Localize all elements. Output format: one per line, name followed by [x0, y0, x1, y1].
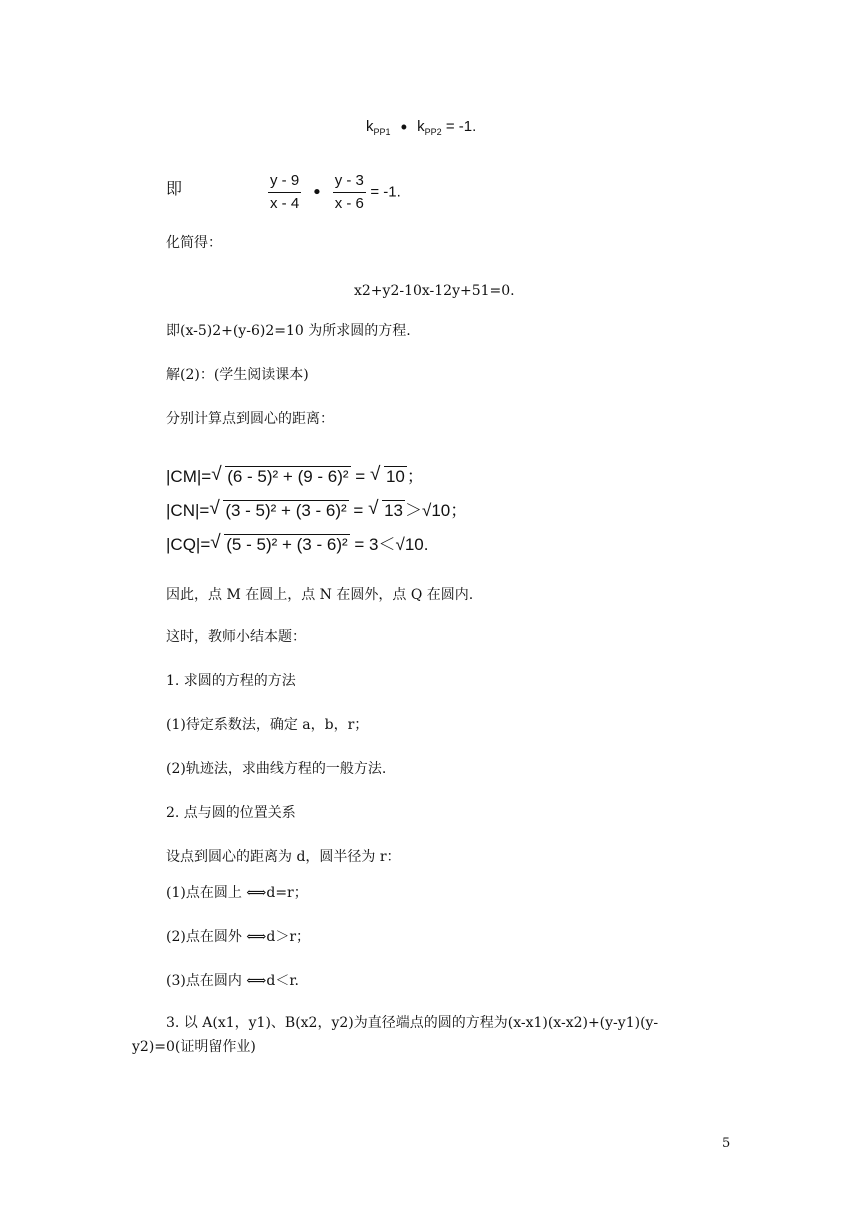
- paragraph-simplify: 化简得：: [166, 235, 222, 251]
- summary-item-2a: (1)点在圆上 ⟺d=r；: [166, 885, 308, 901]
- radicand: (6 - 5)² + (9 - 6)²: [227, 467, 349, 486]
- equals: =: [350, 467, 370, 486]
- paragraph-standard-form: 即(x-5)2+(y-6)2=10 为所求圆的方程.: [166, 323, 411, 339]
- fraction-1-denominator: x - 4: [270, 195, 300, 212]
- paragraph-distance: 分别计算点到圆心的距离：: [166, 411, 334, 427]
- fraction-2: [333, 172, 366, 213]
- summary-item-1: 1. 求圆的方程的方法: [166, 673, 296, 689]
- distance-label: |CM|=: [166, 467, 212, 486]
- paragraph-solution-2: 解(2)：(学生阅读课本): [166, 367, 309, 383]
- equals: = 3: [349, 535, 379, 554]
- ratio-equation: [268, 172, 401, 213]
- sqrt-value: √ 13: [368, 498, 403, 520]
- distance-cn: [166, 496, 467, 521]
- slope-sub2: PP2: [424, 127, 442, 137]
- summary-item-3-line1: 3. 以 A(x1，y1)、B(x2，y2)为直径端点的圆的方程为(x-x1)(x-x2)+(y-y1)(y-: [166, 1015, 659, 1031]
- comparison: ＜√10: [378, 535, 424, 554]
- radicand-value: 13: [384, 501, 403, 520]
- radicand-value: 10: [385, 467, 405, 486]
- sqrt-expression: √ (6 - 5)² + (9 - 6)²: [211, 464, 349, 486]
- terminator: ；: [406, 467, 424, 486]
- distance-label: |CN|=: [166, 501, 210, 520]
- equals: =: [348, 501, 369, 520]
- summary-item-2c: (3)点在圆内 ⟺d＜r.: [166, 973, 299, 989]
- slope-result: = -1.: [445, 118, 477, 135]
- sqrt-expression: √ (3 - 5)² + (3 - 6)²: [209, 498, 347, 520]
- terminator: .: [423, 535, 429, 554]
- distance-cm: [166, 462, 424, 487]
- fraction-2-denominator: x - 6: [334, 195, 364, 212]
- slope-equation: [366, 118, 476, 141]
- paragraph-conclusion: 因此，点 M 在圆上，点 N 在圆外，点 Q 在圆内.: [166, 587, 474, 603]
- page-number: 5: [722, 1136, 731, 1151]
- fraction-1: [268, 172, 301, 213]
- dot-operator: •: [311, 181, 323, 203]
- distance-cq: [166, 530, 428, 555]
- general-equation: x2+y2-10x-12y+51=0.: [354, 283, 515, 299]
- ratio-result: = -1.: [370, 183, 401, 201]
- summary-item-1b: (2)轨迹法，求曲线方程的一般方法.: [166, 761, 387, 777]
- summary-item-2-intro: 设点到圆心的距离为 d，圆半径为 r：: [166, 849, 401, 865]
- ratio-prefix: 即: [166, 179, 183, 198]
- summary-item-1a: (1)待定系数法，确定 a，b，r；: [166, 717, 369, 733]
- fraction-1-numerator: y - 9: [268, 172, 301, 193]
- slope-sub1: PP1: [373, 127, 391, 137]
- summary-item-2b: (2)点在圆外 ⟺d＞r；: [166, 929, 311, 945]
- sqrt-value: √ 10: [369, 464, 405, 486]
- dot-operator: •: [400, 117, 407, 138]
- sqrt-expression: √ (5 - 5)² + (3 - 6)²: [210, 532, 348, 554]
- slope-k1: k: [366, 118, 374, 135]
- paragraph-teacher-summary: 这时，教师小结本题：: [166, 629, 306, 645]
- terminator: ；: [450, 501, 468, 520]
- comparison: ＞√10: [405, 501, 451, 520]
- fraction-2-numerator: y - 3: [333, 172, 366, 193]
- summary-item-3-line2: y2)=0(证明留作业): [132, 1039, 256, 1055]
- distance-label: |CQ|=: [166, 535, 211, 554]
- slope-k2: k: [417, 118, 425, 135]
- radicand: (3 - 5)² + (3 - 6)²: [225, 501, 347, 520]
- radicand: (5 - 5)² + (3 - 6)²: [226, 535, 348, 554]
- summary-item-2: 2. 点与圆的位置关系: [166, 805, 296, 821]
